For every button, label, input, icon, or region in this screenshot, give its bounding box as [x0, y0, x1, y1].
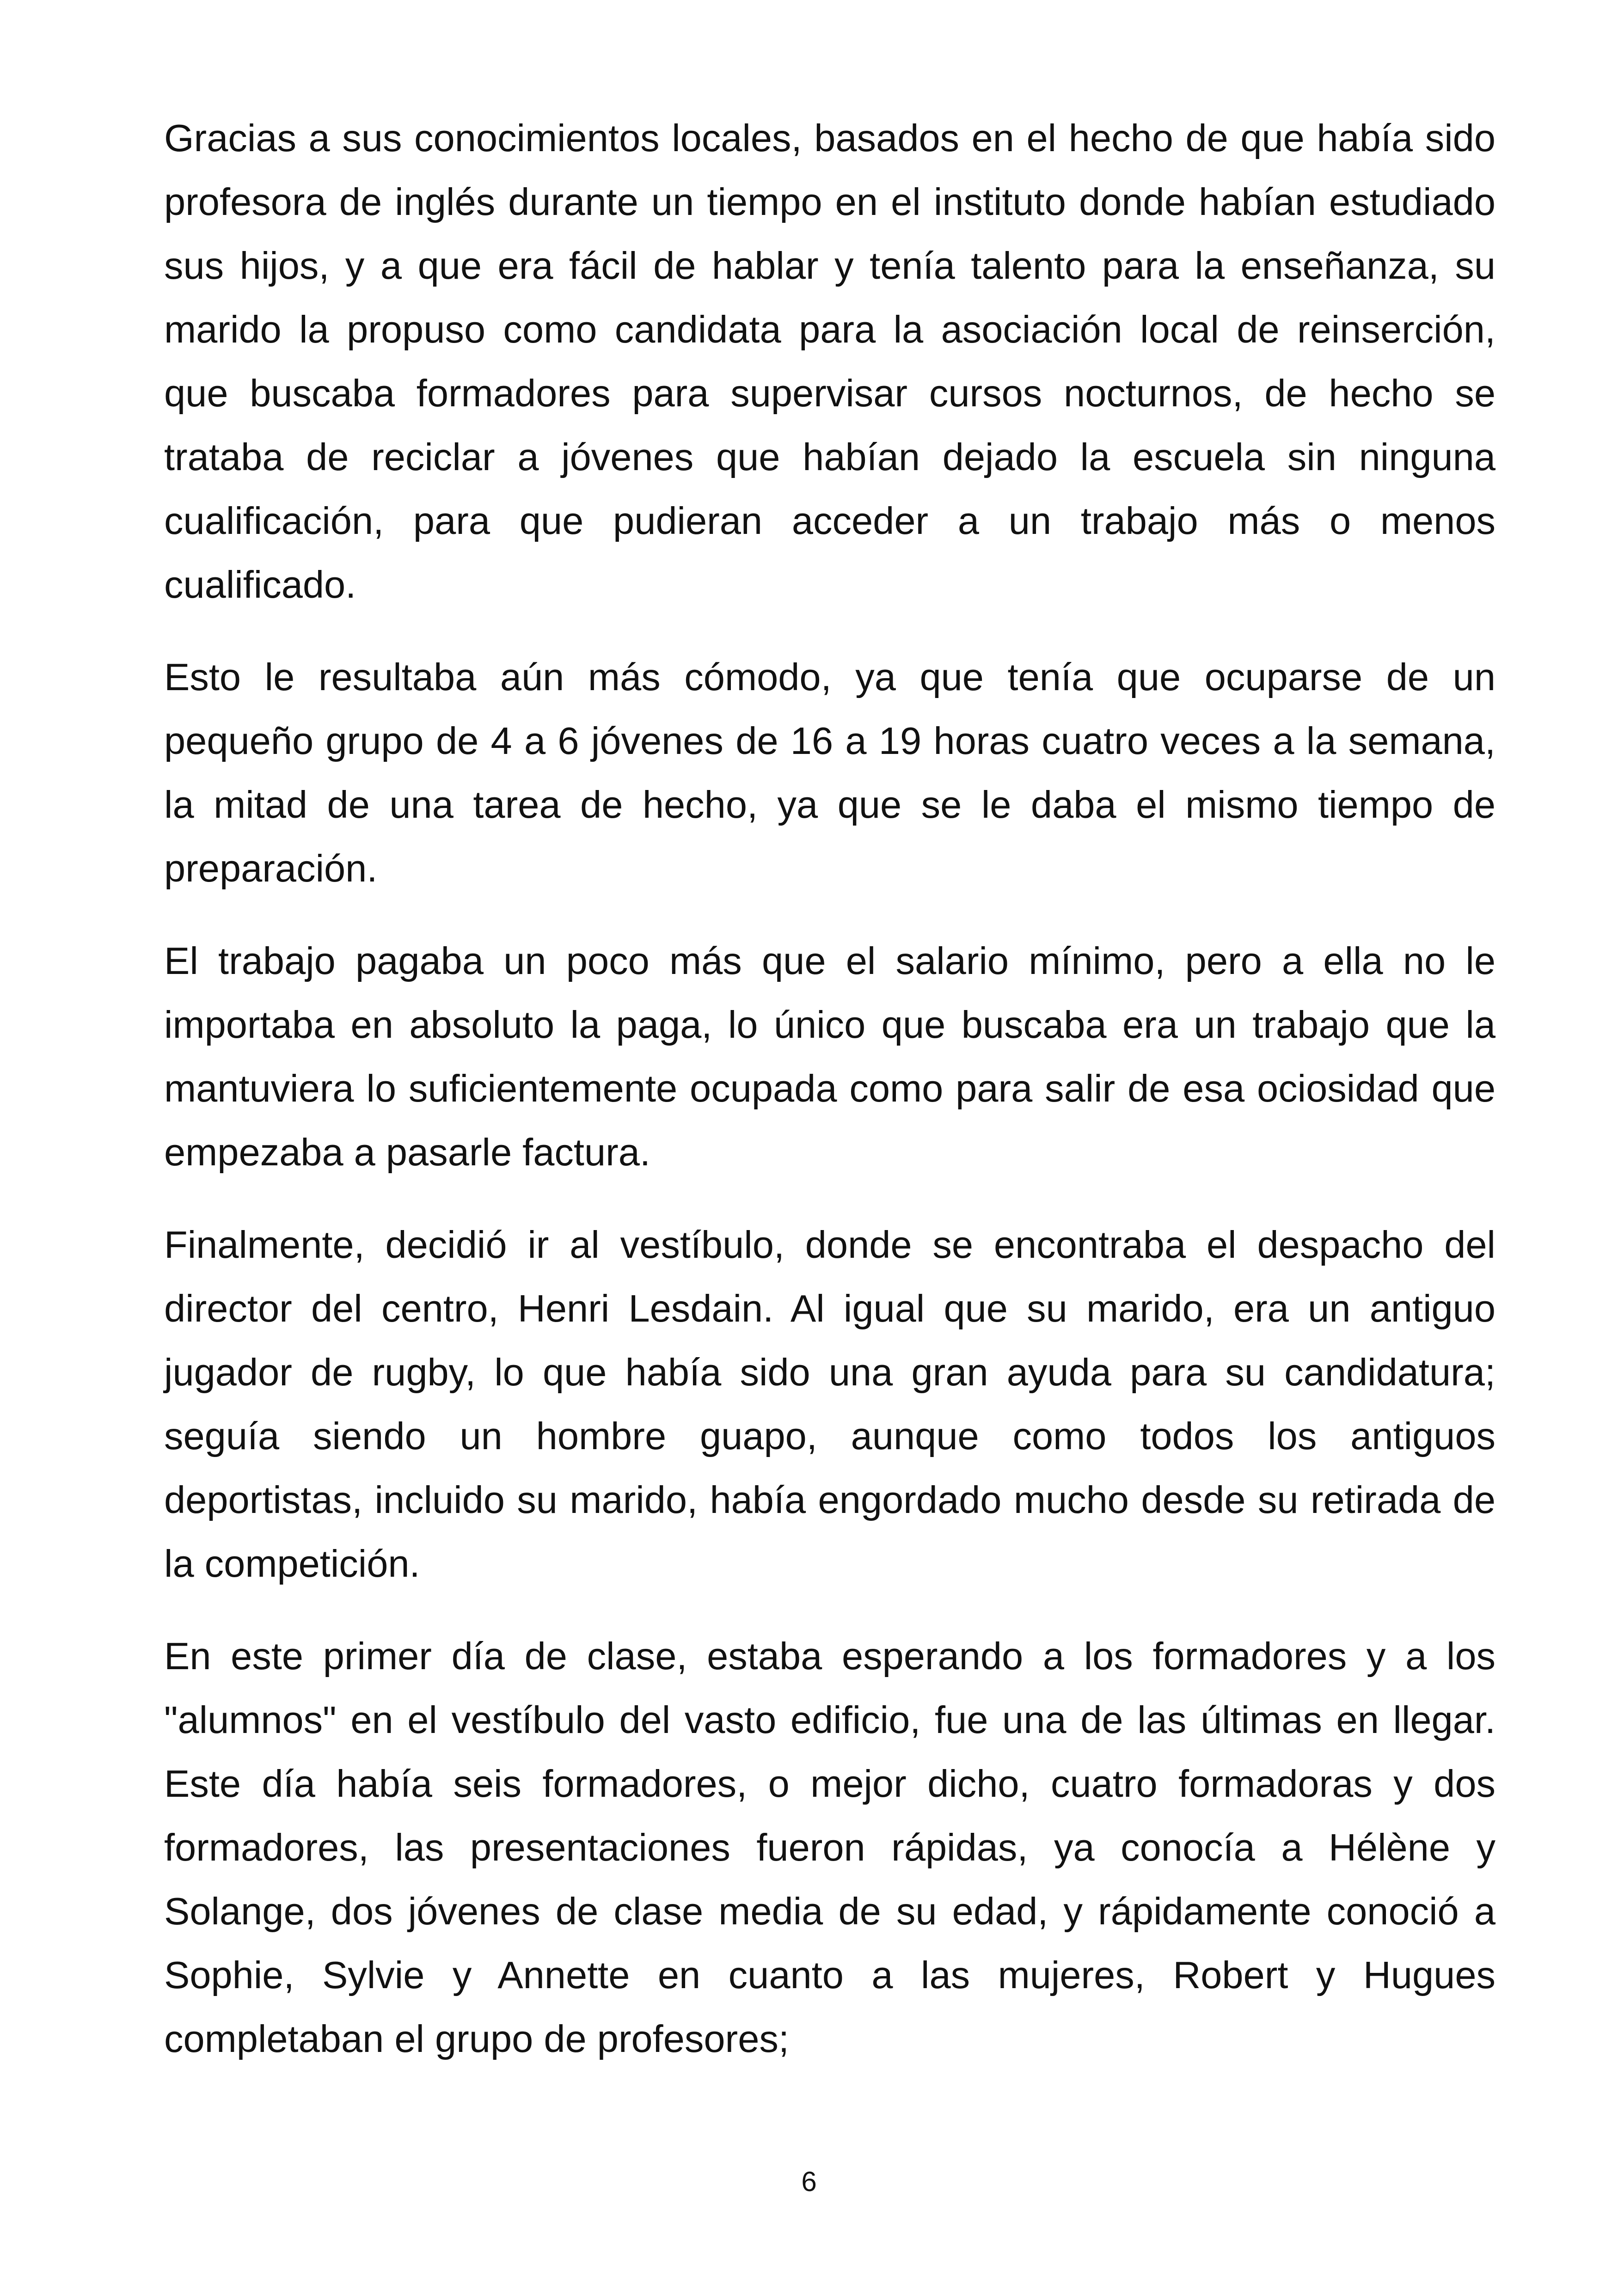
paragraph-5: En este primer día de clase, estaba esperando a los formadores y a los "alumnos" en el vestíbulo del vasto edificio, fue una de las últimas en llegar. Este día había seis formadores, o mejor dicho, cuatro formadoras y dos formadores, las presentaciones fueron rápidas, ya conocía a Hélène y Solange, dos jóvenes de clase media de su edad, y rápidamente conoció a Sophie, Sylvie y Annette en cuanto a las mujeres, Robert y Hugues completaban el grupo de profesores;: [164, 1635, 1495, 2060]
paragraph-2: Esto le resultaba aún más cómodo, ya que tenía que ocuparse de un pequeño grupo de 4 a 6 jóvenes de 16 a 19 horas cuatro veces a la semana, la mitad de una tarea de hecho, ya que se le daba el mismo tiempo de preparación.: [164, 655, 1495, 890]
page-number: 6: [801, 2166, 817, 2197]
paragraph-4: Finalmente, decidió ir al vestíbulo, donde se encontraba el despacho del director del centro, Henri Lesdain. Al igual que su marido, era un antiguo jugador de rugby, lo que había sido una gran ayuda para su candidatura; seguía siendo un hombre guapo, aunque como todos los antiguos deportistas, incluido su marido, había engordado mucho desde su retirada de la competición.: [164, 1223, 1495, 1585]
paragraph-1: Gracias a sus conocimientos locales, basados en el hecho de que había sido profesora de inglés durante un tiempo en el instituto donde habían estudiado sus hijos, y a que era fácil de hablar y tenía talento para la enseñanza, su marido la propuso como candidata para la asociación local de reinserción, que buscaba formadores para supervisar cursos nocturnos, de hecho se trataba de reciclar a jóvenes que habían dejado la escuela sin ninguna cualificación, para que pudieran acceder a un trabajo más o menos cualificado.: [164, 116, 1495, 606]
paragraph-3: El trabajo pagaba un poco más que el salario mínimo, pero a ella no le importaba en absoluto la paga, lo único que buscaba era un trabajo que la mantuviera lo suficientemente ocupada como para salir de esa ociosidad que empezaba a pasarle factura.: [164, 939, 1495, 1174]
body-text: [164, 106, 1495, 2071]
